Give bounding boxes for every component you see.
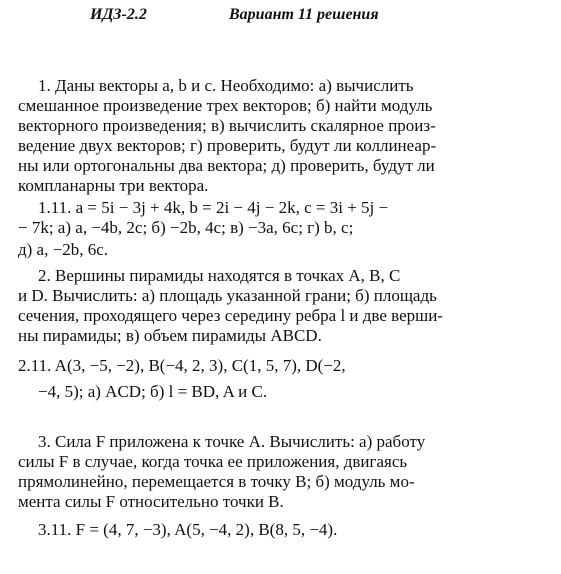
task-1-11-line: − 7k; а) a, −4b, 2c; б) −2b, 4c; в) −3a, 6c; г) b, c; [18,218,354,237]
problem-1-line: смешанное произведение трех векторов; б) найти модуль [18,96,433,115]
problem-3-line: мента силы F относительно точки B. [18,492,284,511]
problem-1-line: ны или ортогональны два вектора; д) проверить, будут ли [18,156,435,175]
problem-1-line: ведение двух векторов; г) проверить, будут ли коллинеар- [18,136,437,155]
document-header [90,6,379,24]
problem-3-line: прямолинейно, перемещается в точку B; б) модуль мо- [18,472,415,491]
task-2-11-line: 2.11. A(3, −5, −2), B(−4, 2, 3), C(1, 5, 7), D(−2, [18,356,346,375]
problem-1-line: векторного произведения; в) вычислить скалярное произ- [18,116,436,135]
problem-1-line: компланарны три вектора. [18,176,209,195]
task-1-11-line: 1.11. a = 5i − 3j + 4k, b = 2i − 4j − 2k, c = 3i + 5j − [38,198,389,217]
problem-2-line: ны пирамиды; в) объем пирамиды ABCD. [18,326,322,345]
task-2-11-line: −4, 5); а) ACD; б) l = BD, A и C. [38,382,268,401]
task-3-11-line: 3.11. F = (4, 7, −3), A(5, −4, 2), B(8, 5, −4). [38,520,338,539]
problem-1-line: 1. Даны векторы a, b и c. Необходимо: а) вычислить [38,76,414,95]
problem-3-line: силы F в случае, когда точка ее приложения, двигаясь [18,452,408,471]
task-1-11-line: д) a, −2b, 6c. [18,240,108,259]
problem-2-line: 2. Вершины пирамиды находятся в точках A, B, C [38,266,401,285]
assignment-code: ИДЗ-2.2 [90,6,147,23]
problem-2-line: и D. Вычислить: а) площадь указанной грани; б) площадь [18,286,437,305]
problem-3-line: 3. Сила F приложена к точке A. Вычислить: а) работу [38,432,426,451]
problem-2-line: сечения, проходящего через середину ребра l и две верши- [18,306,443,325]
variant-title: Вариант 11 решения [229,6,379,23]
